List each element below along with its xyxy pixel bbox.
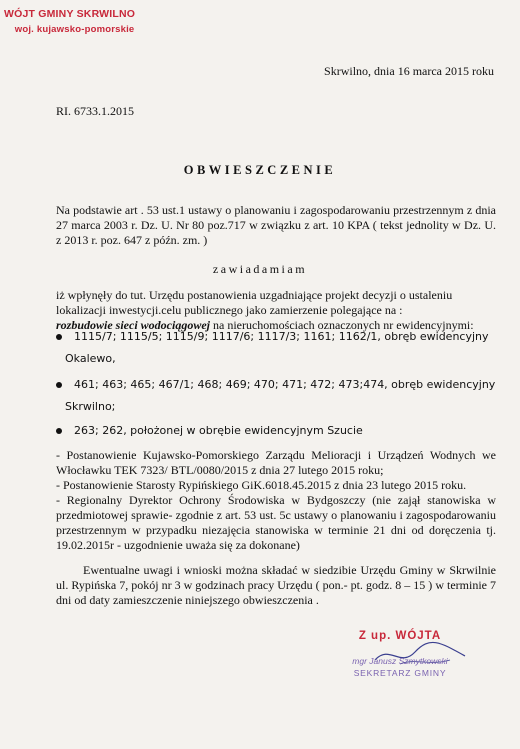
main-text: iż wpłynęły do tut. Urzędu postanowienia uzgadniające projekt decyzji o ustaleniu lokalizacji inwestycji.celu publicznego jako zamierzenie polegające na :: [56, 288, 453, 317]
office-stamp: [4, 6, 135, 38]
bullet-icon: [56, 334, 62, 340]
parcel-location: Okalewo,: [65, 352, 116, 365]
stamp-line-1: WÓJT GMINY SKRWILNO: [4, 8, 136, 20]
legal-basis-paragraph: Na podstawie art . 53 ust.1 ustawy o planowaniu i zagospodarowaniu przestrzennym z dnia 27 marca 2003 r. Dz. U. Nr 80 poz.717 w związku z art. 10 KPA ( tekst jednolity w Dz. U. z 2013 r. poz. 647 z późn. zm. ): [56, 203, 496, 247]
bullet-icon: [56, 428, 62, 434]
reference-number: RI. 6733.1.2015: [56, 104, 134, 118]
parcel-numbers: 461; 463; 465; 467/1; 468; 469; 470; 471; 472; 473;474, obręb ewidencyjny: [74, 378, 496, 391]
stamp-line-2: woj. kujawsko-pomorskie: [14, 24, 135, 35]
main-tail: na nieruchomościach oznaczonych nr ewidencyjnymi:: [210, 318, 474, 332]
bullet-icon: [56, 382, 62, 388]
decisions-list: [56, 448, 496, 553]
announce-word: zawiadamiam: [212, 262, 308, 276]
decision-item: - Postanowienie Starosty Rypińskiego GiK.6018.45.2015 z dnia 23 lutego 2015 roku.: [56, 478, 467, 492]
decision-item: - Regionalny Dyrektor Ochrony Środowiska w Bydgoszczy (nie zajął stanowiska w przedmiotowej sprawie- zgodnie z art. 53 ust. 5c ustawy o planowaniu i zagospodarowaniu przestrzennym w przypadku niezajęcia stanowiska w terminie 21 dni od doręczenia tj. 19.02.2015r - uzgodnienie uważa się za dokonane): [56, 493, 496, 552]
signature-stamp: [330, 630, 470, 678]
document-title: OBWIESZCZENIE: [183, 163, 337, 177]
parcel-numbers: 1115/7; 1115/5; 1115/9; 1117/6; 1117/3; 1161; 1162/1, obręb ewidencyjny: [74, 330, 489, 343]
signature-line-2: mgr Janusz Szmytkowski: [352, 656, 448, 666]
parcel-location: Skrwilno;: [65, 400, 116, 413]
investment-name: rozbudowie sieci wodociągowej: [56, 318, 210, 332]
parcel-numbers: 263; 262, położonej w obrębie ewidencyjnym Szucie: [74, 424, 363, 437]
signature-line-1: Z up. WÓJTA: [358, 630, 442, 642]
closing-paragraph: Ewentualne uwagi i wnioski można składać w siedzibie Urzędu Gminy w Skrwilnie ul. Rypińska 7, pokój nr 3 w godzinach pracy Urzędu ( pon.- pt. godz. 8 – 15 ) w terminie 7 dni od daty zamieszczenie niniejszego obwieszczenia .: [56, 563, 496, 607]
main-paragraph: [56, 288, 496, 333]
signature-line-3: SEKRETARZ GMINY: [353, 668, 447, 678]
decision-item: - Postanowienie Kujawsko-Pomorskiego Zarządu Melioracji i Urządzeń Wodnych we Włocławku TEK 7323/ BTL/0080/2015 z dnia 27 lutego 2015 roku;: [56, 448, 496, 477]
document-date: Skrwilno, dnia 16 marca 2015 roku: [324, 64, 494, 78]
